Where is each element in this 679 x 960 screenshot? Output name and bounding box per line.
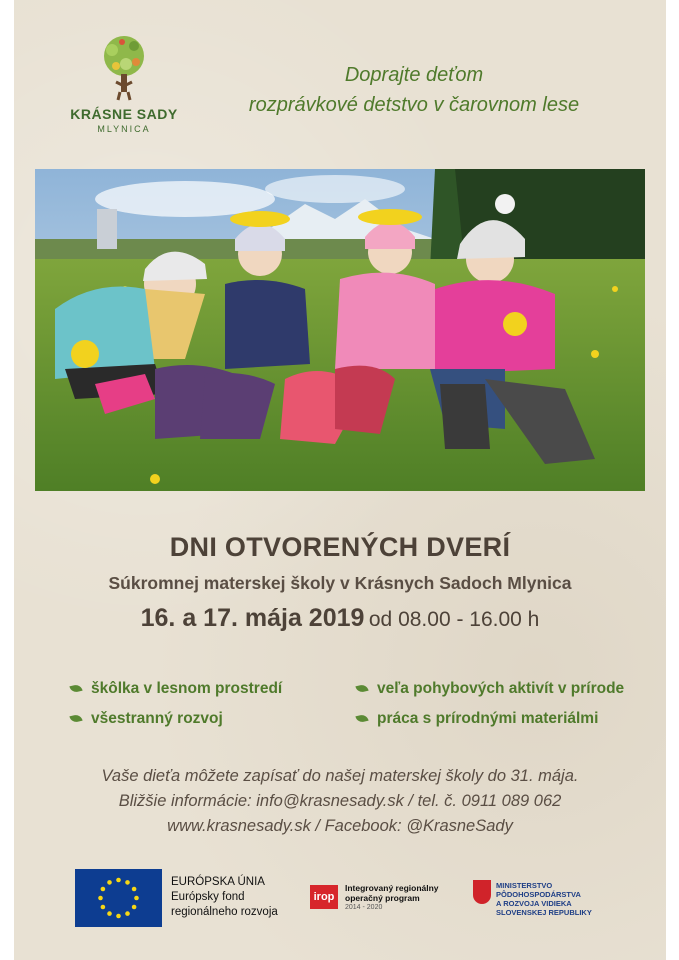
- feature-item: všestranný rozvoj: [70, 710, 223, 728]
- feature-item: práca s prírodnými materiálmi: [356, 710, 598, 728]
- feature-item: veľa pohybových aktivít v prírode: [356, 680, 624, 698]
- web-links: www.krasnesady.sk / Facebook: @KrasneSady: [167, 817, 513, 835]
- tagline: [214, 60, 614, 120]
- ministry-label: MINISTERSTVO PÔDOHOSPODÁRSTVA A ROZVOJA VIDIEKA SLOVENSKEJ REPUBLIKY: [496, 881, 592, 917]
- tree-icon: [94, 34, 154, 104]
- event-date: 16. a 17. mája 2019: [140, 604, 365, 632]
- children-photo: [35, 169, 645, 491]
- eu-fund-label: EURÓPSKA ÚNIA Európsky fond regionálneho rozvoja: [171, 876, 278, 918]
- irop-label: Integrovaný regionálny operačný program 2014 - 2020: [345, 883, 439, 911]
- tagline-line-1: Doprajte deťom: [344, 64, 484, 86]
- irop-logo: irop: [310, 885, 338, 909]
- contact-details: Bližšie informácie: info@krasnesady.sk / tel. č. 0911 089 062: [118, 792, 562, 810]
- poster: [14, 0, 666, 960]
- contact-info: [14, 764, 666, 839]
- eu-flag-icon: [75, 869, 162, 927]
- event-dates: [14, 604, 666, 633]
- tagline-line-2: rozprávkové detstvo v čarovnom lese: [248, 94, 580, 116]
- enrollment-note: Vaše dieťa môžete zapísať do našej materskej školy do 31. mája.: [101, 767, 579, 785]
- logo-subname: MLYNICA: [97, 124, 151, 134]
- leaf-icon: [69, 684, 82, 693]
- event-hours: od 08.00 - 16.00 h: [368, 608, 540, 631]
- slovak-crest-icon: [473, 880, 491, 904]
- leaf-icon: [69, 714, 82, 723]
- logo: [64, 34, 184, 144]
- leaf-icon: [355, 714, 368, 723]
- feature-item: škôlka v lesnom prostredí: [70, 680, 282, 698]
- event-subtitle: Súkromnej materskej školy v Krásnych Sadoch Mlynica: [108, 573, 572, 593]
- logo-name: KRÁSNE SADY: [70, 106, 178, 122]
- leaf-icon: [355, 684, 368, 693]
- event-title: DNI OTVORENÝCH DVERÍ: [169, 532, 511, 562]
